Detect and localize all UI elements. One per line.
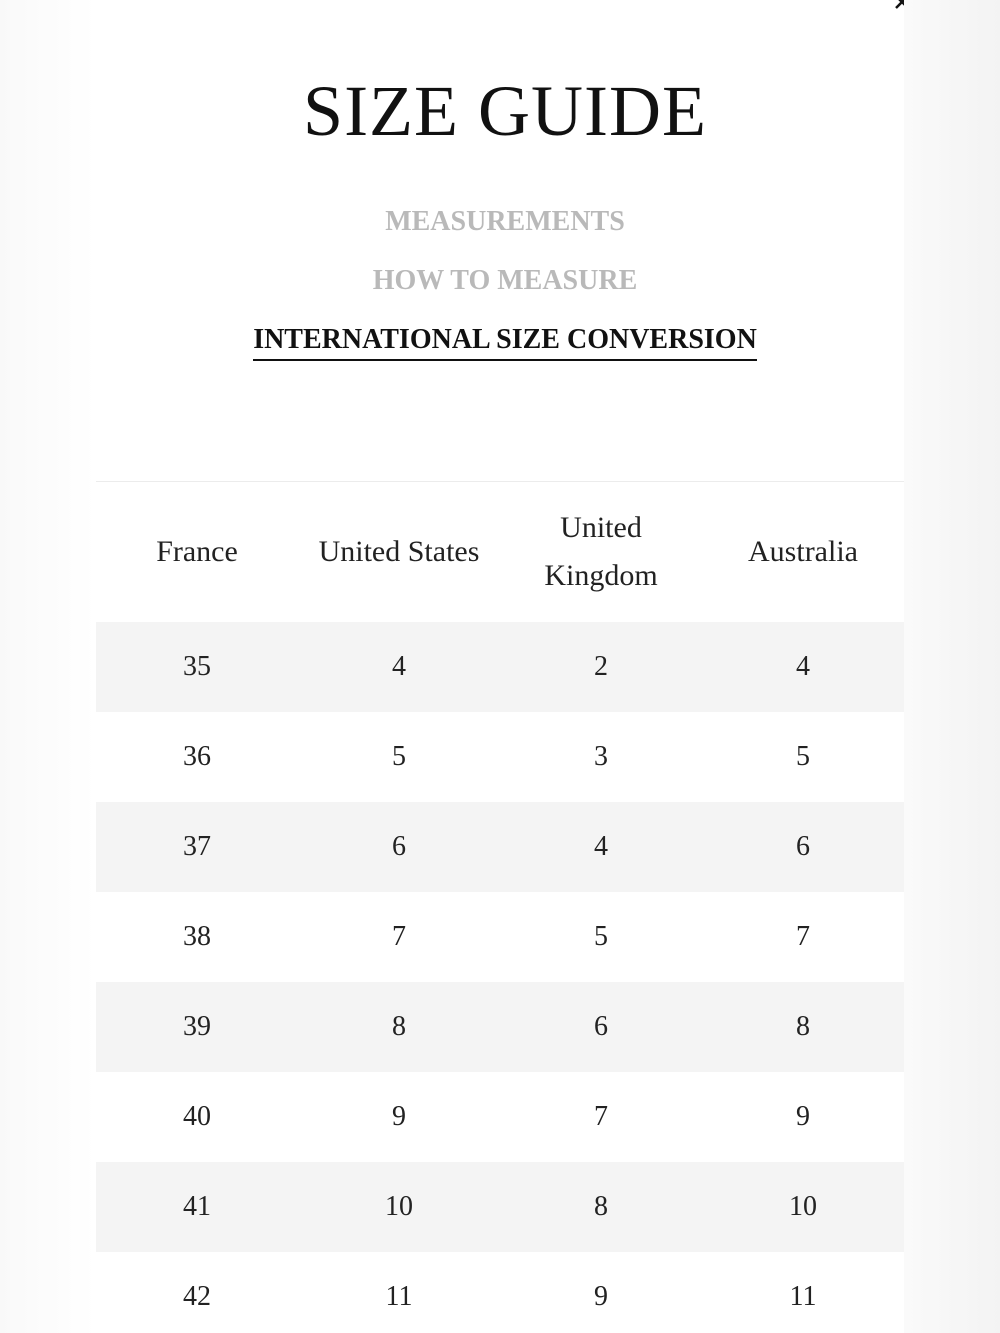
cell-united-kingdom: 8 bbox=[594, 1191, 608, 1222]
table-row bbox=[96, 622, 904, 712]
cell-united-kingdom: 5 bbox=[594, 921, 608, 952]
close-icon[interactable] bbox=[892, 0, 904, 12]
page-title: SIZE GUIDE bbox=[303, 71, 707, 151]
column-header-australia: Australia bbox=[748, 535, 858, 568]
table-row bbox=[96, 712, 904, 802]
cell-united-kingdom: 7 bbox=[594, 1101, 608, 1132]
cell-france: 42 bbox=[183, 1281, 211, 1312]
tab-label: HOW TO MEASURE bbox=[372, 265, 638, 296]
cell-united-states: 11 bbox=[385, 1281, 413, 1312]
table-body bbox=[96, 622, 904, 1333]
table-header-row bbox=[96, 482, 904, 623]
cell-france: 36 bbox=[183, 741, 211, 772]
cell-united-states: 9 bbox=[392, 1101, 406, 1132]
cell-australia: 6 bbox=[796, 831, 810, 862]
cell-australia: 5 bbox=[796, 741, 810, 772]
table-row bbox=[96, 892, 904, 982]
cell-united-states: 6 bbox=[392, 831, 406, 862]
tab-label: INTERNATIONAL SIZE CONVERSION bbox=[253, 323, 757, 361]
cell-australia: 10 bbox=[789, 1191, 817, 1222]
size-conversion-table bbox=[96, 481, 904, 1333]
tab-label: MEASUREMENTS bbox=[385, 206, 625, 237]
cell-united-kingdom: 9 bbox=[594, 1281, 608, 1312]
cell-france: 35 bbox=[183, 651, 211, 682]
cell-australia: 11 bbox=[789, 1281, 817, 1312]
cell-france: 39 bbox=[183, 1011, 211, 1042]
table-row bbox=[96, 1162, 904, 1252]
cell-france: 41 bbox=[183, 1191, 211, 1222]
cell-france: 40 bbox=[183, 1101, 211, 1132]
cell-united-kingdom: 4 bbox=[594, 831, 608, 862]
column-header-united-states: United States bbox=[318, 535, 480, 568]
cell-united-states: 7 bbox=[392, 921, 406, 952]
cell-australia: 9 bbox=[796, 1101, 810, 1132]
size-guide-tabs bbox=[96, 205, 904, 382]
cell-united-states: 8 bbox=[392, 1011, 406, 1042]
cell-united-states: 5 bbox=[392, 741, 406, 772]
cell-united-states: 10 bbox=[385, 1191, 413, 1222]
tab-international-size-conversion[interactable] bbox=[96, 323, 904, 382]
modal-edge bbox=[0, 0, 96, 1333]
cell-australia: 8 bbox=[796, 1011, 810, 1042]
cell-united-kingdom: 3 bbox=[594, 741, 608, 772]
column-header-france: France bbox=[156, 535, 238, 568]
cell-united-states: 4 bbox=[392, 651, 406, 682]
cell-france: 37 bbox=[183, 831, 211, 862]
table-row bbox=[96, 802, 904, 892]
table-row bbox=[96, 1252, 904, 1333]
table-row bbox=[96, 982, 904, 1072]
cell-australia: 4 bbox=[796, 651, 810, 682]
cell-france: 38 bbox=[183, 921, 211, 952]
table-row bbox=[96, 1072, 904, 1162]
cell-united-kingdom: 2 bbox=[594, 651, 608, 682]
cell-australia: 7 bbox=[796, 921, 810, 952]
tab-how-to-measure[interactable] bbox=[96, 264, 904, 323]
cell-united-kingdom: 6 bbox=[594, 1011, 608, 1042]
column-header-united-kingdom: United Kingdom bbox=[544, 511, 658, 592]
tab-measurements[interactable] bbox=[96, 205, 904, 264]
